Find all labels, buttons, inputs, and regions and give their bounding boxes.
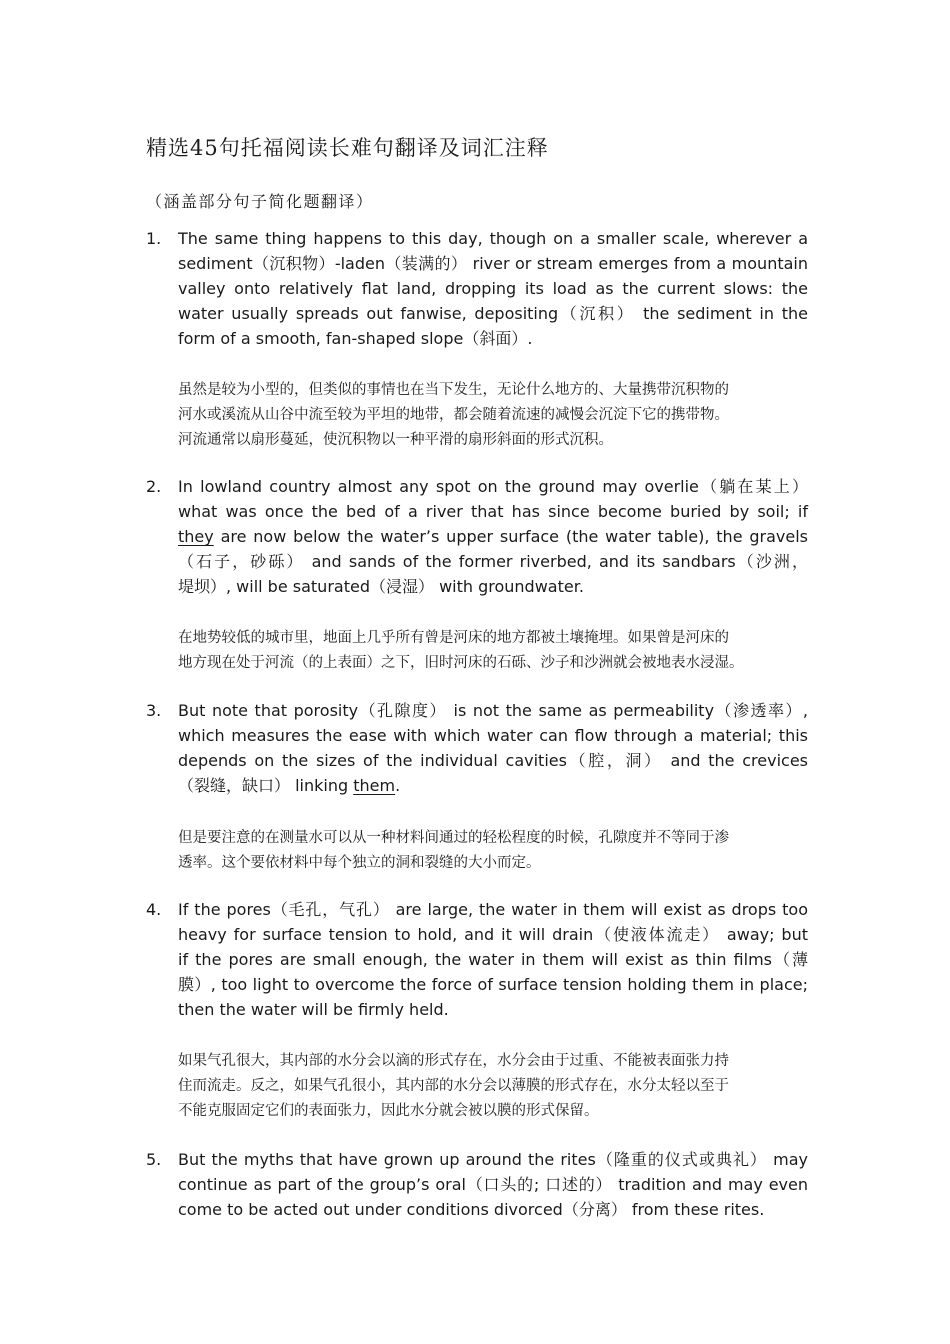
chinese-line: 地方现在处于河流（的上表面）之下，旧时河床的石砾、沙子和沙洲就会被地表水浸湿。 <box>178 655 744 671</box>
underlined-word: them <box>353 776 396 795</box>
underlined-word: they <box>178 527 214 546</box>
english-line: The same thing happens to this day, though on a smaller scale, wherever a <box>178 229 808 248</box>
chinese-line: 住而流走。反之，如果气孔很小，其内部的水分会以薄膜的形式存在，水分太轻以至于 <box>178 1078 729 1094</box>
chinese-translation <box>178 826 808 876</box>
english-line: water usually spreads out fanwise, depositing（沉积） the sediment in the <box>178 304 808 323</box>
text-segment: . <box>395 776 401 795</box>
english-line: continue as part of the group’s oral（口头的; 口述的） tradition and may even <box>178 1175 808 1194</box>
chinese-line: 透率。这个要依材料中每个独立的洞和裂缝的大小而定。 <box>178 855 541 871</box>
english-line: valley onto relatively flat land, dropping its load as the current slows: the <box>178 279 808 298</box>
english-line: （石子，砂砾） and sands of the former riverbed, and its sandbars（沙洲， <box>178 552 808 571</box>
english-line: what was once the bed of a river that has since become buried by soil; if <box>178 502 808 521</box>
chinese-line: 虽然是较为小型的，但类似的事情也在当下发生，无论什么地方的、大量携带沉积物的 <box>178 382 729 398</box>
sentence-number: 5. <box>146 1150 162 1169</box>
english-sentence <box>178 474 808 599</box>
text-segment: are now below the water’s upper surface (the water table), the gravels <box>213 527 808 546</box>
english-sentence <box>178 226 808 351</box>
page-subtitle: （涵盖部分句子简化题翻译） <box>146 192 374 211</box>
text-segment: （裂缝，缺口） linking <box>178 776 354 795</box>
chinese-translation <box>178 626 808 676</box>
chinese-line: 河流通常以扇形蔓延，使沉积物以一种平滑的扇形斜面的形式沉积。 <box>178 432 613 448</box>
english-line: depends on the sizes of the individual cavities（腔，洞） and the crevices <box>178 751 808 770</box>
english-line: But note that porosity（孔隙度） is not the same as permeability（渗透率）, <box>178 701 808 720</box>
english-line: heavy for surface tension to hold, and it will drain（使液体流走） away; but <box>178 925 808 944</box>
english-line: which measures the ease with which water can flow through a material; this <box>178 726 808 745</box>
english-line: then the water will be firmly held. <box>178 1000 449 1019</box>
sentence-number: 3. <box>146 701 162 720</box>
english-sentence <box>178 698 808 798</box>
chinese-line: 在地势较低的城市里，地面上几乎所有曾是河床的地方都被土壤掩埋。如果曾是河床的 <box>178 630 729 646</box>
english-line: 堤坝）, will be saturated（浸湿） with groundwater. <box>178 577 584 596</box>
page-title: 精选45句托福阅读长难句翻译及词汇注释 <box>146 136 549 160</box>
english-sentence <box>178 1147 808 1222</box>
english-line: sediment（沉积物）-laden（装满的） river or stream emerges from a mountain <box>178 254 808 273</box>
chinese-line: 河水或溪流从山谷中流至较为平坦的地带，都会随着流速的减慢会沉淀下它的携带物。 <box>178 407 729 423</box>
english-line: In lowland country almost any spot on the ground may overlie（躺在某上） <box>178 477 808 496</box>
english-sentence <box>178 897 808 1022</box>
chinese-translation <box>178 378 808 453</box>
english-line: But the myths that have grown up around the rites（隆重的仪式或典礼） may <box>178 1150 808 1169</box>
english-line <box>178 773 808 798</box>
sentence-number: 4. <box>146 900 162 919</box>
english-line: if the pores are small enough, the water in them will exist as thin films（薄 <box>178 950 808 969</box>
english-line: If the pores（毛孔，气孔） are large, the water in them will exist as drops too <box>178 900 808 919</box>
chinese-line: 如果气孔很大，其内部的水分会以滴的形式存在，水分会由于过重、不能被表面张力持 <box>178 1053 729 1069</box>
english-line: form of a smooth, fan-shaped slope（斜面）. <box>178 329 533 348</box>
sentence-number: 2. <box>146 477 162 496</box>
chinese-line: 不能克服固定它们的表面张力，因此水分就会被以膜的形式保留。 <box>178 1103 599 1119</box>
english-line <box>178 524 808 549</box>
sentence-number: 1. <box>146 229 162 248</box>
chinese-translation <box>178 1049 808 1124</box>
english-line: 膜）, too light to overcome the force of surface tension holding them in place; <box>178 975 808 994</box>
english-line: come to be acted out under conditions divorced（分离） from these rites. <box>178 1200 765 1219</box>
chinese-line: 但是要注意的在测量水可以从一种材料间通过的轻松程度的时候，孔隙度并不等同于渗 <box>178 830 729 846</box>
